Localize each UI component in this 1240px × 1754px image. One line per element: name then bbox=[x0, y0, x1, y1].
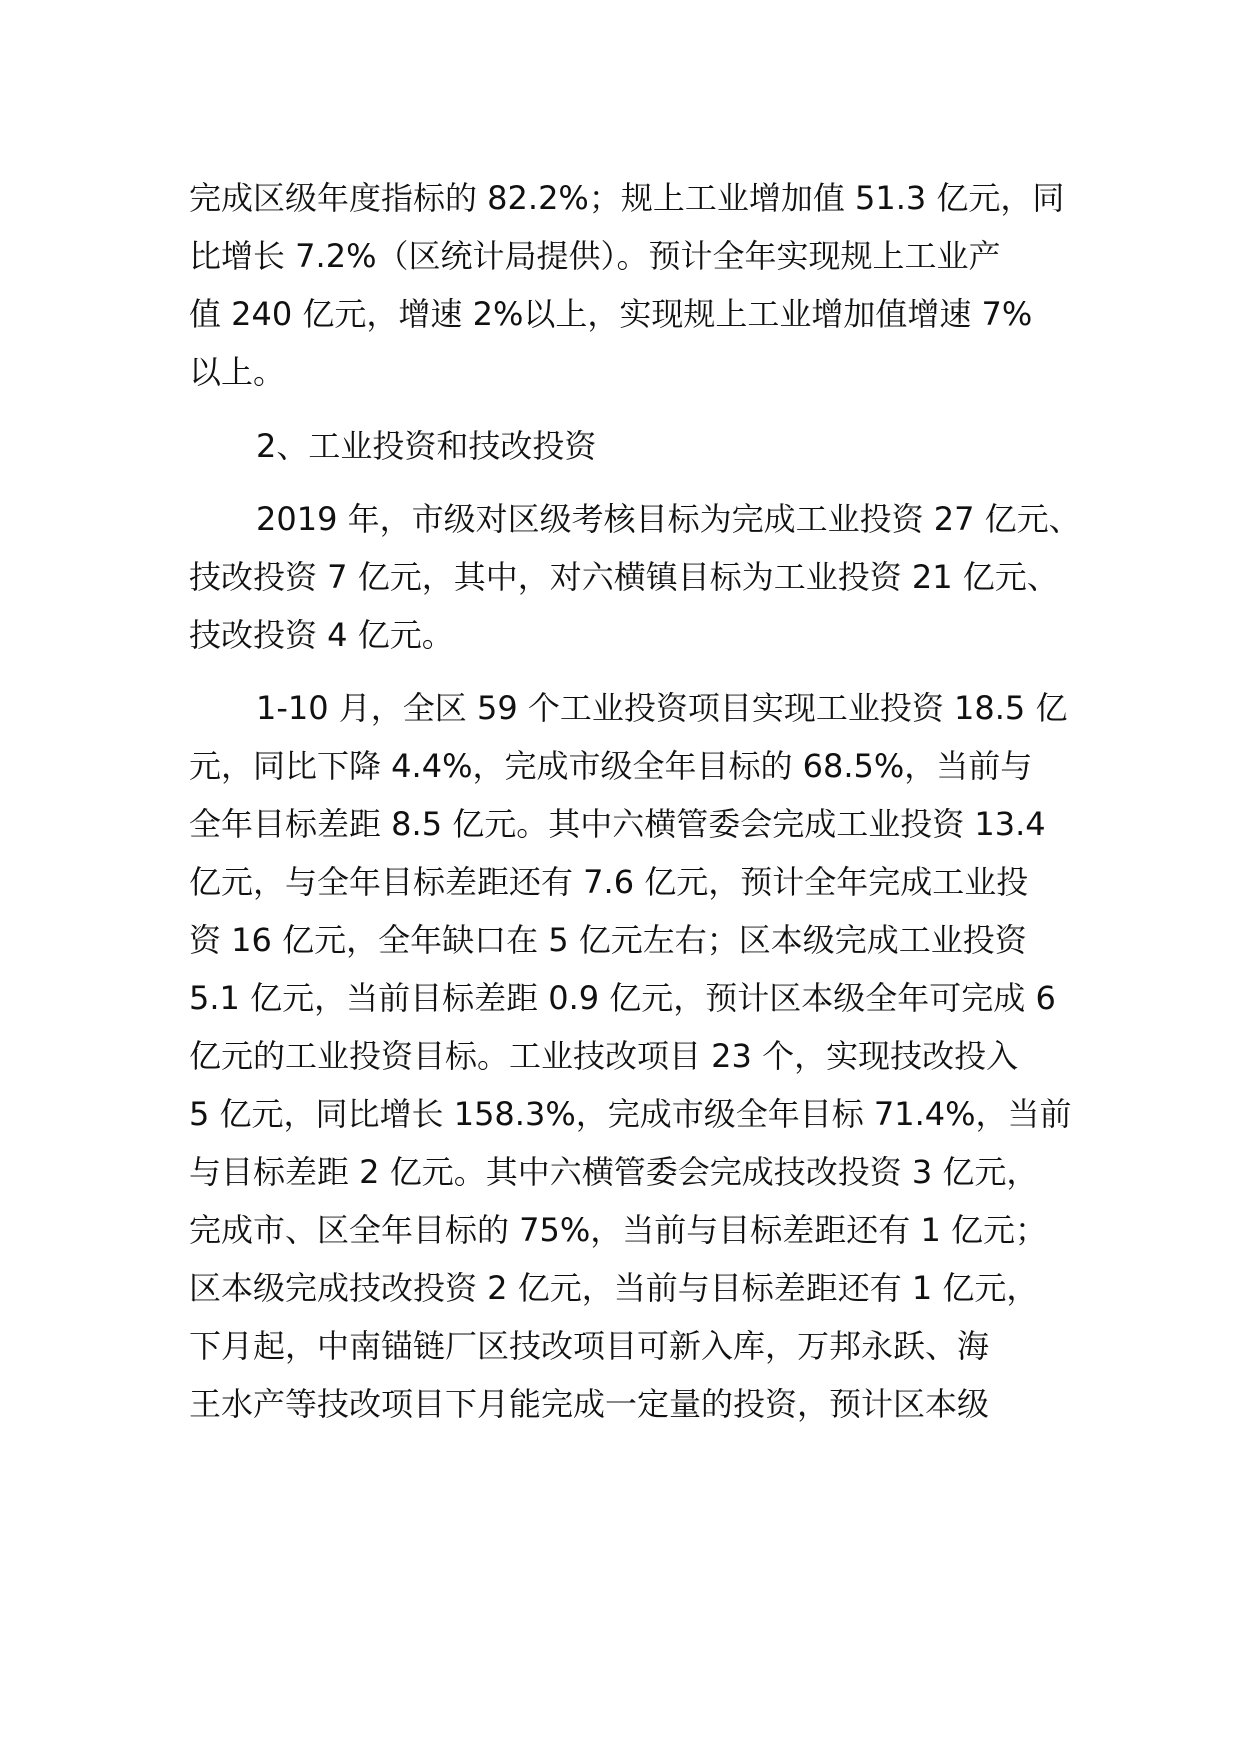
paragraph3-line-1: 1-10 月，全区 59 个工业投资项目实现工业投资 18.5 亿 bbox=[256, 689, 1068, 727]
paragraph1-line-1: 完成区级年度指标的 82.2%；规上工业增加值 51.3 亿元，同 bbox=[189, 179, 1065, 217]
paragraph3-line-9: 与目标差距 2 亿元。其中六横管委会完成技改投资 3 亿元， bbox=[189, 1153, 1039, 1191]
paragraph2-line-2: 技改投资 7 亿元，其中，对六横镇目标为工业投资 21 亿元、 bbox=[189, 558, 1059, 596]
paragraph3-line-4: 亿元，与全年目标差距还有 7.6 亿元，预计全年完成工业投 bbox=[189, 863, 1029, 901]
paragraph3-line-6: 5.1 亿元，当前目标差距 0.9 亿元，预计区本级全年可完成 6 bbox=[189, 979, 1056, 1017]
paragraph1-line-3: 值 240 亿元，增速 2%以上，实现规上工业增加值增速 7% bbox=[189, 295, 1033, 333]
paragraph3-line-12: 下月起，中南锚链厂区技改项目可新入库，万邦永跃、海 bbox=[189, 1327, 990, 1365]
paragraph3-line-7: 亿元的工业投资目标。工业技改项目 23 个，实现技改投入 bbox=[189, 1037, 1019, 1075]
section-heading: 2、工业投资和技改投资 bbox=[256, 427, 597, 465]
paragraph3-line-3: 全年目标差距 8.5 亿元。其中六横管委会完成工业投资 13.4 bbox=[189, 805, 1046, 843]
paragraph3-line-8: 5 亿元，同比增长 158.3%，完成市级全年目标 71.4%，当前 bbox=[189, 1095, 1072, 1133]
paragraph3-line-11: 区本级完成技改投资 2 亿元，当前与目标差距还有 1 亿元， bbox=[189, 1269, 1039, 1307]
paragraph3-line-2: 元，同比下降 4.4%，完成市级全年目标的 68.5%，当前与 bbox=[189, 747, 1033, 785]
paragraph3-line-13: 王水产等技改项目下月能完成一定量的投资，预计区本级 bbox=[189, 1385, 990, 1423]
paragraph1-line-4: 以上。 bbox=[189, 353, 286, 391]
paragraph3-line-10: 完成市、区全年目标的 75%，当前与目标差距还有 1 亿元； bbox=[189, 1211, 1048, 1249]
paragraph1-line-2: 比增长 7.2%（区统计局提供）。预计全年实现规上工业产 bbox=[189, 237, 1001, 275]
paragraph3-line-5: 资 16 亿元，全年缺口在 5 亿元左右；区本级完成工业投资 bbox=[189, 921, 1027, 959]
paragraph2-line-3: 技改投资 4 亿元。 bbox=[189, 616, 454, 654]
paragraph2-line-1: 2019 年，市级对区级考核目标为完成工业投资 27 亿元、 bbox=[256, 500, 1081, 538]
